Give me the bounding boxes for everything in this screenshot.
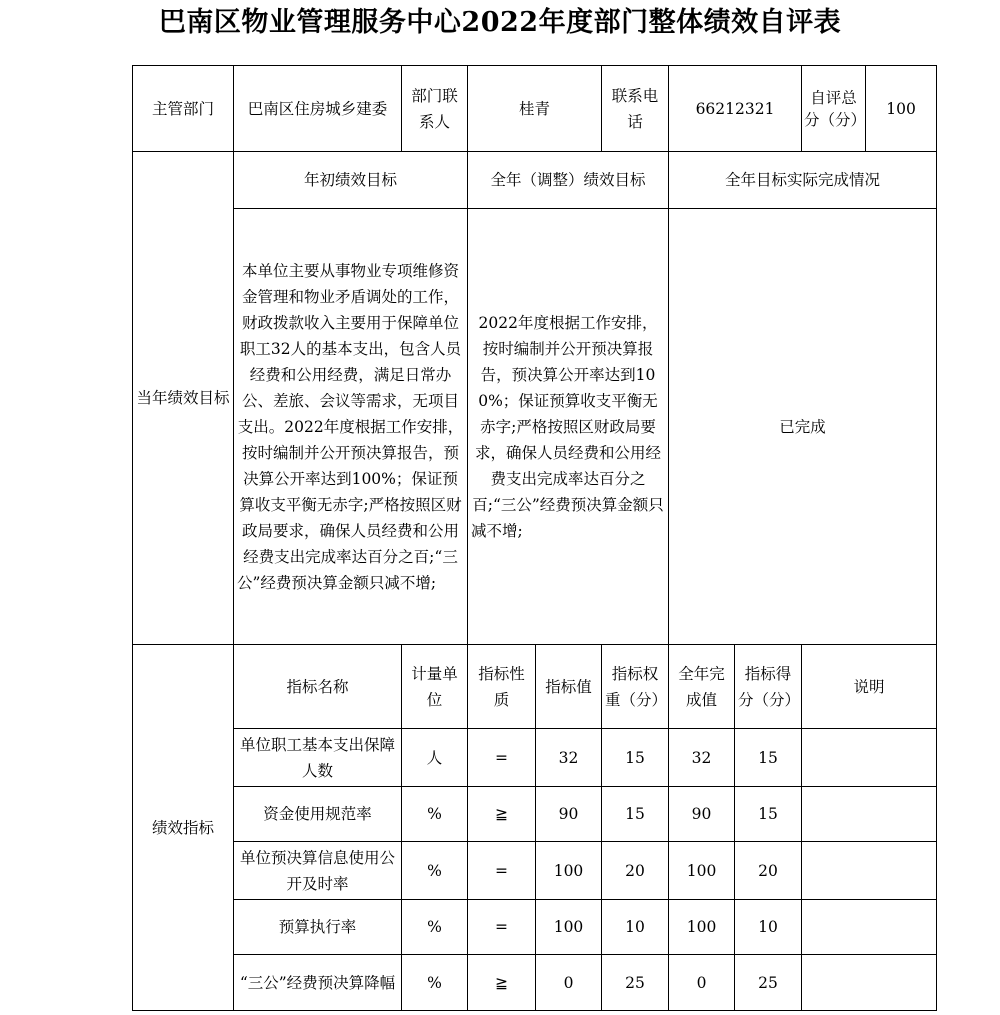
col-actual-header: 全年完成值 [669, 645, 735, 729]
self-evaluation-table [132, 65, 937, 1011]
indicator-actual: 0 [669, 955, 735, 1011]
goals-content-row [133, 209, 937, 645]
indicators-section-label: 绩效指标 [133, 645, 234, 1011]
indicator-weight: 15 [602, 787, 669, 842]
indicator-value: 100 [536, 842, 602, 900]
indicator-score: 25 [735, 955, 802, 1011]
indicator-note [802, 729, 937, 787]
indicator-name: 单位职工基本支出保障人数 [234, 729, 402, 787]
goals-section-label: 当年绩效目标 [133, 152, 234, 645]
indicator-note [802, 787, 937, 842]
indicator-weight: 10 [602, 900, 669, 955]
indicator-score: 20 [735, 842, 802, 900]
indicator-nature: = [468, 900, 536, 955]
col-unit-header: 计量单位 [402, 645, 468, 729]
indicator-unit: % [402, 842, 468, 900]
header-row [133, 66, 937, 152]
indicator-unit: % [402, 955, 468, 1011]
indicator-value: 0 [536, 955, 602, 1011]
table-row [133, 955, 937, 1011]
actual-goal-header: 全年目标实际完成情况 [669, 152, 937, 209]
table-row [133, 729, 937, 787]
table-row [133, 787, 937, 842]
col-score-header: 指标得分（分） [735, 645, 802, 729]
phone-label: 联系电话 [602, 66, 669, 152]
indicator-weight: 15 [602, 729, 669, 787]
phone-value: 66212321 [669, 66, 802, 152]
col-nature-header: 指标性质 [468, 645, 536, 729]
actual-goal-text: 已完成 [669, 209, 937, 645]
goals-header-row [133, 152, 937, 209]
indicator-nature: = [468, 729, 536, 787]
indicator-nature: ≧ [468, 787, 536, 842]
indicator-name: 单位预决算信息使用公开及时率 [234, 842, 402, 900]
initial-goal-text: 本单位主要从事物业专项维修资金管理和物业矛盾调处的工作，财政拨款收入主要用于保障单位职工32人的基本支出，包含人员经费和公用经费，满足日常办公、差旅、会议等需求，无项目支出。2022年度根据工作安排，按时编制并公开预决算报告，预决算公开率达到100%；保证预算收支平衡无赤字;严格按照区财政局要求，确保人员经费和公用经费支出完成率达百分之百;“三公”经费预决算金额只减不增; [234, 209, 468, 645]
indicator-value: 90 [536, 787, 602, 842]
indicator-unit: % [402, 787, 468, 842]
indicator-value: 100 [536, 900, 602, 955]
indicator-actual: 100 [669, 900, 735, 955]
contact-value: 桂青 [468, 66, 602, 152]
indicator-note [802, 955, 937, 1011]
dept-label: 主管部门 [133, 66, 234, 152]
indicator-weight: 20 [602, 842, 669, 900]
adjusted-goal-text: 2022年度根据工作安排，按时编制并公开预决算报告，预决算公开率达到100%；保证预算收支平衡无赤字;严格按照区财政局要求，确保人员经费和公用经费支出完成率达百分之百;“三公”经费预决算金额只减不增; [468, 209, 669, 645]
indicator-value: 32 [536, 729, 602, 787]
score-label: 自评总分（分） [802, 66, 866, 151]
score-cell [802, 66, 937, 152]
score-value: 100 [886, 99, 916, 118]
indicator-score: 10 [735, 900, 802, 955]
adjusted-goal-header: 全年（调整）绩效目标 [468, 152, 669, 209]
col-name-header: 指标名称 [234, 645, 402, 729]
initial-goal-header: 年初绩效目标 [234, 152, 468, 209]
indicator-nature: ≧ [468, 955, 536, 1011]
indicator-actual: 32 [669, 729, 735, 787]
table-row [133, 900, 937, 955]
indicator-note [802, 842, 937, 900]
contact-label: 部门联系人 [402, 66, 468, 152]
indicator-actual: 90 [669, 787, 735, 842]
indicator-score: 15 [735, 787, 802, 842]
indicator-name: 预算执行率 [234, 900, 402, 955]
col-note-header: 说明 [802, 645, 937, 729]
page-title: 巴南区物业管理服务中心2022年度部门整体绩效自评表 [158, 7, 842, 38]
indicator-unit: % [402, 900, 468, 955]
indicator-unit: 人 [402, 729, 468, 787]
dept-value: 巴南区住房城乡建委 [234, 66, 402, 152]
indicator-nature: = [468, 842, 536, 900]
indicator-score: 15 [735, 729, 802, 787]
indicator-name: “三公”经费预决算降幅 [234, 955, 402, 1011]
indicator-actual: 100 [669, 842, 735, 900]
indicator-note [802, 900, 937, 955]
col-weight-header: 指标权重（分） [602, 645, 669, 729]
indicator-weight: 25 [602, 955, 669, 1011]
col-value-header: 指标值 [536, 645, 602, 729]
indicator-header-row [133, 645, 937, 729]
table-row [133, 842, 937, 900]
indicator-name: 资金使用规范率 [234, 787, 402, 842]
